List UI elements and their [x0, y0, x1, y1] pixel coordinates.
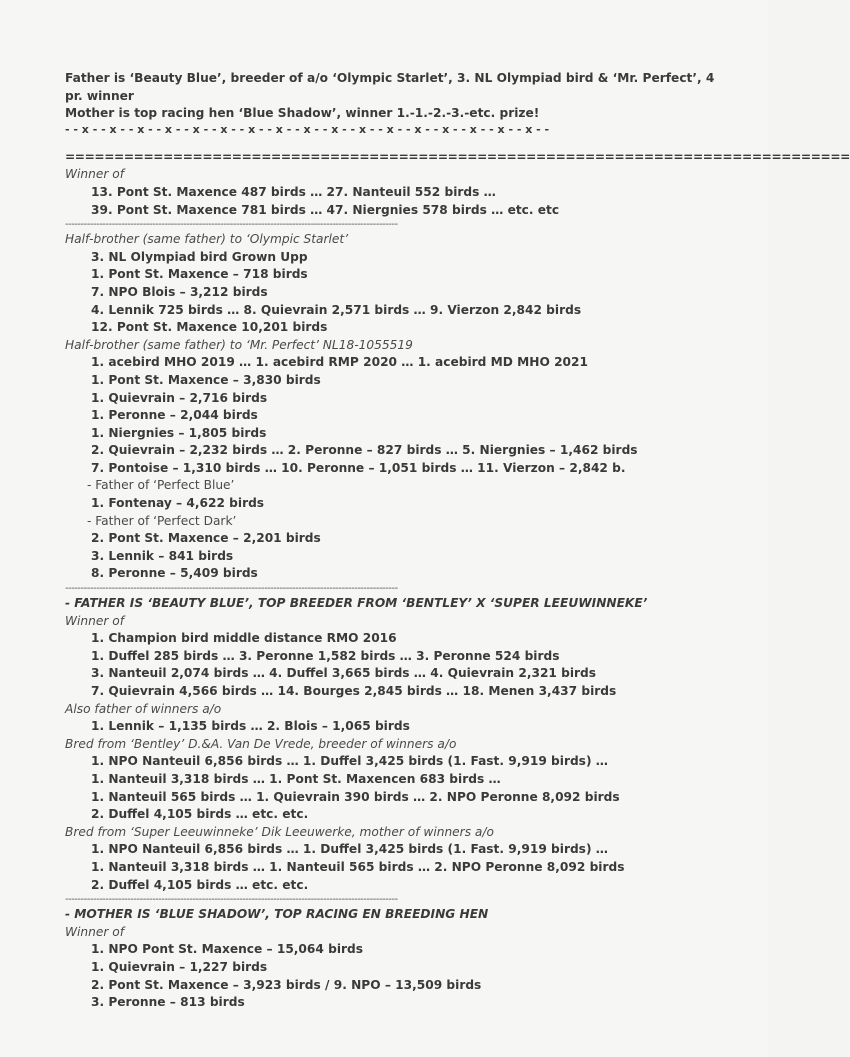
list-item: 12. Pont St. Maxence 10,201 birds [91, 320, 328, 335]
sec4-label-super-leeuwinneke: Bred from ‘Super Leeuwinneke’ Dik Leeuwerke, mother of winners a/o [65, 824, 494, 839]
list-item: 1. NPO Nanteuil 6,856 birds … 1. Duffel 3,425 birds (1. Fast. 9,919 birds) … [91, 754, 608, 769]
mother-heading: - MOTHER IS ‘BLUE SHADOW’, TOP RACING EN BREEDING HEN [65, 907, 489, 922]
list-item: 1. NPO Nanteuil 6,856 birds … 1. Duffel 3,425 birds (1. Fast. 9,919 birds) … [91, 842, 608, 857]
dashed-separator: ----------------------------------------------------------------------------------------------------------- [65, 219, 398, 231]
list-item: 1. Duffel 285 birds … 3. Peronne 1,582 birds … 3. Peronne 524 birds [91, 648, 560, 663]
document-content [65, 70, 850, 1012]
list-item: 4. Lennik 725 birds … 8. Quievrain 2,571 birds … 9. Vierzon 2,842 birds [91, 302, 582, 317]
sec3-label: Half-brother (same father) to ‘Mr. Perfect’ NL18-1055519 [65, 337, 413, 352]
dashed-separator: ----------------------------------------------------------------------------------------------------------- [65, 894, 398, 906]
list-item: 2. Duffel 4,105 birds … etc. etc. [91, 807, 309, 822]
list-item: 1. Nanteuil 565 birds … 1. Quievrain 390 birds … 2. NPO Peronne 8,092 birds [91, 789, 620, 804]
sec1-label: Winner of [65, 167, 125, 182]
list-item: 2. Pont St. Maxence – 2,201 birds [91, 531, 321, 546]
sec3-note-perfect-blue: - Father of ‘Perfect Blue’ [87, 478, 235, 493]
equals-divider: ================================================================================ [65, 149, 850, 164]
list-item: 1. Quievrain – 1,227 birds [91, 959, 268, 974]
list-item: 1. Pont St. Maxence – 718 birds [91, 267, 308, 282]
list-item: 7. Quievrain 4,566 birds … 14. Bourges 2,845 birds … 18. Menen 3,437 birds [91, 684, 617, 698]
list-item: 1. Nanteuil 3,318 birds … 1. Nanteuil 565 birds … 2. NPO Peronne 8,092 birds [91, 859, 625, 874]
list-item: 3. Lennik – 841 birds [91, 548, 234, 563]
sec4-label-bentley: Bred from ‘Bentley’ D.&A. Van De Vrede, breeder of winners a/o [65, 736, 457, 751]
list-item: 2. Pont St. Maxence – 3,923 birds / 9. NPO – 13,509 birds [91, 977, 482, 992]
list-item: 1. Fontenay – 4,622 birds [91, 496, 265, 511]
list-item: 3. Nanteuil 2,074 birds … 4. Duffel 3,665 birds … 4. Quievrain 2,321 birds [91, 666, 597, 681]
list-item: 7. Pontoise – 1,310 birds … 10. Peronne – 1,051 birds … 11. Vierzon – 2,842 b. [91, 460, 626, 475]
list-item: 1. Quievrain – 2,716 birds [91, 390, 268, 405]
list-item: 3. NL Olympiad bird Grown Upp [91, 249, 308, 264]
intro-father-line-cont: pr. winner [65, 88, 134, 103]
list-item: 1. Champion bird middle distance RMO 2016 [91, 631, 397, 646]
sec4-label: Winner of [65, 613, 125, 628]
father-heading: - FATHER IS ‘BEAUTY BLUE’, TOP BREEDER FROM ‘BENTLEY’ X ‘SUPER LEEUWINNEKE’ [65, 596, 648, 611]
list-item: 1. NPO Pont St. Maxence – 15,064 birds [91, 942, 364, 957]
list-item: 3. Peronne – 813 birds [91, 995, 245, 1010]
list-item: 1. Lennik – 1,135 birds … 2. Blois – 1,065 birds [91, 719, 410, 734]
list-item: 1. acebird MHO 2019 … 1. acebird RMP 2020 … 1. acebird MD MHO 2021 [91, 355, 588, 370]
intro-father-line: Father is ‘Beauty Blue’, breeder of a/o ‘Olympic Starlet’, 3. NL Olympiad bird & ‘Mr. Perfect’, 4 [65, 71, 715, 85]
dashed-separator: ----------------------------------------------------------------------------------------------------------- [65, 583, 398, 595]
list-item: 1. Nanteuil 3,318 birds … 1. Pont St. Maxencen 683 birds … [91, 771, 501, 786]
list-item: 8. Peronne – 5,409 birds [91, 566, 258, 581]
list-item: 39. Pont St. Maxence 781 birds … 47. Niergnies 578 birds … etc. etc [91, 202, 560, 217]
sec4-label-also-father: Also father of winners a/o [65, 701, 222, 716]
x-divider: - - x - - x - - x - - x - - x - - x - - x - - x - - x - - x - - x - - x - - x - - x - - x - - x - - x - - [65, 122, 550, 136]
list-item: 1. Peronne – 2,044 birds [91, 408, 258, 423]
list-item: 13. Pont St. Maxence 487 birds … 27. Nanteuil 552 birds … [91, 184, 496, 199]
list-item: 2. Duffel 4,105 birds … etc. etc. [91, 877, 309, 892]
list-item: 7. NPO Blois – 3,212 birds [91, 284, 268, 299]
sec2-label: Half-brother (same father) to ‘Olympic Starlet’ [65, 232, 349, 247]
sec5-label: Winner of [65, 924, 125, 939]
sec3-note-perfect-dark: - Father of ‘Perfect Dark’ [87, 513, 237, 528]
list-item: 1. Niergnies – 1,805 birds [91, 425, 267, 440]
list-item: 1. Pont St. Maxence – 3,830 birds [91, 372, 321, 387]
intro-mother-line: Mother is top racing hen ‘Blue Shadow’, winner 1.-1.-2.-3.-etc. prize! [65, 106, 540, 121]
list-item: 2. Quievrain – 2,232 birds … 2. Peronne – 827 birds … 5. Niergnies – 1,462 birds [91, 443, 638, 458]
